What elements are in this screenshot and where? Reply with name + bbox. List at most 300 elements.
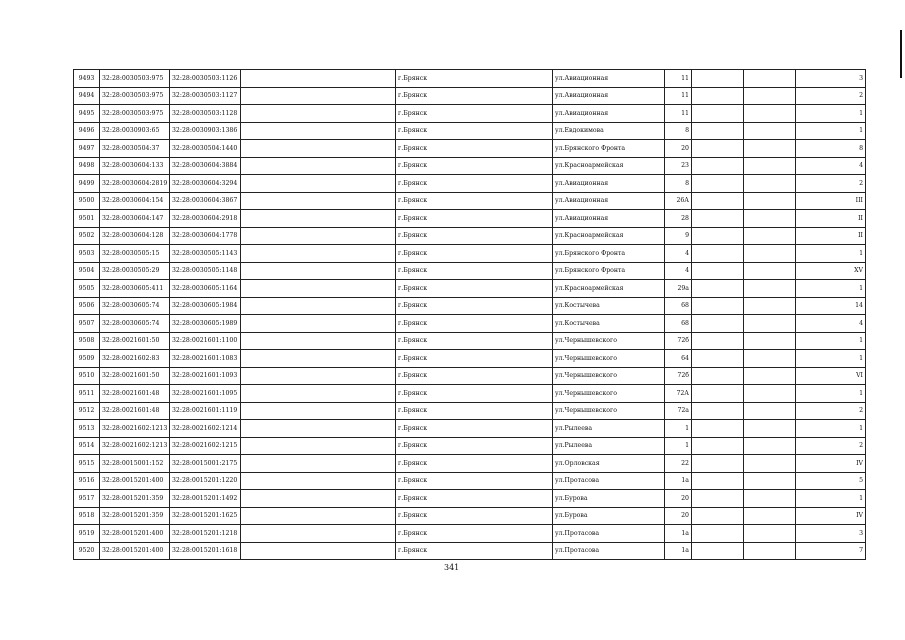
locality-cell: г.Брянск <box>396 455 553 473</box>
street-cell: ул.Чернышевского <box>553 367 665 385</box>
row-number-cell: 9507 <box>74 315 100 333</box>
premises-number-cell: 1 <box>796 490 866 508</box>
house-number-cell: 26А <box>665 192 692 210</box>
house-number-cell: 68 <box>665 315 692 333</box>
blank-column-cell <box>241 122 396 140</box>
cadastral-parcel-number-cell: 32:28:0015201:400 <box>100 525 170 543</box>
table-row <box>74 105 866 123</box>
blank-column-2-cell <box>692 350 744 368</box>
cadastral-object-number-cell: 32:28:0030605:1164 <box>170 280 241 298</box>
blank-column-cell <box>241 157 396 175</box>
house-number-cell: 23 <box>665 157 692 175</box>
blank-column-cell <box>241 192 396 210</box>
street-cell: ул.Красноармейская <box>553 280 665 298</box>
registry-table <box>73 69 866 560</box>
blank-column-cell <box>241 210 396 228</box>
premises-number-cell: 2 <box>796 402 866 420</box>
house-number-cell: 29а <box>665 280 692 298</box>
row-number-cell: 9505 <box>74 280 100 298</box>
row-number-cell: 9506 <box>74 297 100 315</box>
cadastral-object-number-cell: 32:28:0030503:1126 <box>170 70 241 88</box>
blank-column-3-cell <box>744 87 796 105</box>
row-number-cell: 9511 <box>74 385 100 403</box>
house-number-cell: 64 <box>665 350 692 368</box>
blank-column-cell <box>241 402 396 420</box>
locality-cell: г.Брянск <box>396 227 553 245</box>
blank-column-cell <box>241 245 396 263</box>
row-number-cell: 9515 <box>74 455 100 473</box>
premises-number-cell: 1 <box>796 420 866 438</box>
blank-column-2-cell <box>692 262 744 280</box>
premises-number-cell: 1 <box>796 385 866 403</box>
premises-number-cell: 1 <box>796 105 866 123</box>
cadastral-parcel-number-cell: 32:28:0030503:975 <box>100 70 170 88</box>
blank-column-3-cell <box>744 490 796 508</box>
locality-cell: г.Брянск <box>396 122 553 140</box>
cadastral-object-number-cell: 32:28:0021601:1100 <box>170 332 241 350</box>
blank-column-3-cell <box>744 122 796 140</box>
row-number-cell: 9514 <box>74 437 100 455</box>
premises-number-cell: III <box>796 192 866 210</box>
blank-column-cell <box>241 420 396 438</box>
cadastral-object-number-cell: 32:28:0030604:3867 <box>170 192 241 210</box>
blank-column-2-cell <box>692 542 744 560</box>
blank-column-3-cell <box>744 385 796 403</box>
blank-column-cell <box>241 490 396 508</box>
table-row <box>74 227 866 245</box>
table-row <box>74 210 866 228</box>
cadastral-parcel-number-cell: 32:28:0030604:147 <box>100 210 170 228</box>
premises-number-cell: IV <box>796 455 866 473</box>
blank-column-2-cell <box>692 70 744 88</box>
street-cell: ул.Чернышевского <box>553 332 665 350</box>
premises-number-cell: 7 <box>796 542 866 560</box>
page-number: 341 <box>444 563 460 572</box>
cadastral-object-number-cell: 32:28:0015201:1618 <box>170 542 241 560</box>
premises-number-cell: 1 <box>796 245 866 263</box>
cadastral-object-number-cell: 32:28:0021601:1083 <box>170 350 241 368</box>
blank-column-cell <box>241 472 396 490</box>
blank-column-2-cell <box>692 367 744 385</box>
house-number-cell: 72а <box>665 402 692 420</box>
cadastral-object-number-cell: 32:28:0030604:2918 <box>170 210 241 228</box>
locality-cell: г.Брянск <box>396 350 553 368</box>
table-row <box>74 437 866 455</box>
street-cell: ул.Чернышевского <box>553 402 665 420</box>
blank-column-2-cell <box>692 507 744 525</box>
locality-cell: г.Брянск <box>396 262 553 280</box>
cadastral-parcel-number-cell: 32:28:0015201:400 <box>100 542 170 560</box>
blank-column-3-cell <box>744 402 796 420</box>
blank-column-2-cell <box>692 87 744 105</box>
premises-number-cell: 8 <box>796 140 866 158</box>
house-number-cell: 11 <box>665 70 692 88</box>
cadastral-object-number-cell: 32:28:0030604:1778 <box>170 227 241 245</box>
row-number-cell: 9498 <box>74 157 100 175</box>
blank-column-3-cell <box>744 70 796 88</box>
blank-column-3-cell <box>744 437 796 455</box>
cadastral-object-number-cell: 32:28:0015201:1625 <box>170 507 241 525</box>
house-number-cell: 9 <box>665 227 692 245</box>
street-cell: ул.Чернышевского <box>553 350 665 368</box>
blank-column-2-cell <box>692 420 744 438</box>
street-cell: ул.Авиационная <box>553 70 665 88</box>
locality-cell: г.Брянск <box>396 402 553 420</box>
blank-column-cell <box>241 262 396 280</box>
house-number-cell: 22 <box>665 455 692 473</box>
premises-number-cell: XV <box>796 262 866 280</box>
cadastral-parcel-number-cell: 32:28:0030604:133 <box>100 157 170 175</box>
cadastral-parcel-number-cell: 32:28:0030604:154 <box>100 192 170 210</box>
blank-column-3-cell <box>744 227 796 245</box>
row-number-cell: 9496 <box>74 122 100 140</box>
house-number-cell: 1 <box>665 420 692 438</box>
street-cell: ул.Авиационная <box>553 105 665 123</box>
row-number-cell: 9509 <box>74 350 100 368</box>
street-cell: ул.Рылеева <box>553 437 665 455</box>
blank-column-3-cell <box>744 210 796 228</box>
table-row <box>74 525 866 543</box>
premises-number-cell: 1 <box>796 280 866 298</box>
table-row <box>74 280 866 298</box>
street-cell: ул.Чернышевского <box>553 385 665 403</box>
blank-column-3-cell <box>744 192 796 210</box>
cadastral-parcel-number-cell: 32:28:0015201:359 <box>100 507 170 525</box>
table-row <box>74 192 866 210</box>
table-row <box>74 402 866 420</box>
cadastral-parcel-number-cell: 32:28:0030903:65 <box>100 122 170 140</box>
blank-column-cell <box>241 175 396 193</box>
cadastral-object-number-cell: 32:28:0030605:1989 <box>170 315 241 333</box>
table-row <box>74 332 866 350</box>
premises-number-cell: IV <box>796 507 866 525</box>
blank-column-2-cell <box>692 122 744 140</box>
cadastral-object-number-cell: 32:28:0030504:1440 <box>170 140 241 158</box>
blank-column-cell <box>241 227 396 245</box>
table-row <box>74 507 866 525</box>
street-cell: ул.Костычева <box>553 297 665 315</box>
blank-column-cell <box>241 525 396 543</box>
blank-column-3-cell <box>744 175 796 193</box>
blank-column-2-cell <box>692 140 744 158</box>
house-number-cell: 1а <box>665 472 692 490</box>
cadastral-object-number-cell: 32:28:0030505:1148 <box>170 262 241 280</box>
table-row <box>74 420 866 438</box>
cadastral-object-number-cell: 32:28:0030503:1127 <box>170 87 241 105</box>
cadastral-parcel-number-cell: 32:28:0021601:50 <box>100 367 170 385</box>
cadastral-object-number-cell: 32:28:0030604:3294 <box>170 175 241 193</box>
table-row <box>74 262 866 280</box>
row-number-cell: 9510 <box>74 367 100 385</box>
blank-column-cell <box>241 297 396 315</box>
blank-column-cell <box>241 455 396 473</box>
blank-column-cell <box>241 437 396 455</box>
blank-column-3-cell <box>744 262 796 280</box>
house-number-cell: 11 <box>665 105 692 123</box>
cadastral-parcel-number-cell: 32:28:0021601:48 <box>100 402 170 420</box>
blank-column-cell <box>241 140 396 158</box>
street-cell: ул.Красноармейская <box>553 227 665 245</box>
cadastral-parcel-number-cell: 32:28:0021602:83 <box>100 350 170 368</box>
blank-column-3-cell <box>744 420 796 438</box>
blank-column-3-cell <box>744 472 796 490</box>
house-number-cell: 1а <box>665 542 692 560</box>
blank-column-2-cell <box>692 157 744 175</box>
street-cell: ул.Протасова <box>553 525 665 543</box>
blank-column-3-cell <box>744 332 796 350</box>
cadastral-object-number-cell: 32:28:0030505:1143 <box>170 245 241 263</box>
blank-column-2-cell <box>692 175 744 193</box>
locality-cell: г.Брянск <box>396 175 553 193</box>
premises-number-cell: 1 <box>796 332 866 350</box>
locality-cell: г.Брянск <box>396 192 553 210</box>
cadastral-object-number-cell: 32:28:0015201:1218 <box>170 525 241 543</box>
blank-column-cell <box>241 367 396 385</box>
blank-column-cell <box>241 350 396 368</box>
table-row <box>74 315 866 333</box>
street-cell: ул.Бурова <box>553 507 665 525</box>
table-row <box>74 87 866 105</box>
blank-column-3-cell <box>744 315 796 333</box>
house-number-cell: 8 <box>665 122 692 140</box>
table-row <box>74 297 866 315</box>
blank-column-2-cell <box>692 192 744 210</box>
street-cell: ул.Авиационная <box>553 210 665 228</box>
blank-column-3-cell <box>744 297 796 315</box>
cadastral-parcel-number-cell: 32:28:0015001:152 <box>100 455 170 473</box>
premises-number-cell: 1 <box>796 350 866 368</box>
table-row <box>74 122 866 140</box>
row-number-cell: 9495 <box>74 105 100 123</box>
cadastral-parcel-number-cell: 32:28:0030604:128 <box>100 227 170 245</box>
house-number-cell: 28 <box>665 210 692 228</box>
blank-column-cell <box>241 70 396 88</box>
premises-number-cell: 4 <box>796 157 866 175</box>
row-number-cell: 9493 <box>74 70 100 88</box>
cadastral-parcel-number-cell: 32:28:0030605:74 <box>100 315 170 333</box>
premises-number-cell: 5 <box>796 472 866 490</box>
blank-column-2-cell <box>692 455 744 473</box>
locality-cell: г.Брянск <box>396 385 553 403</box>
locality-cell: г.Брянск <box>396 70 553 88</box>
locality-cell: г.Брянск <box>396 542 553 560</box>
premises-number-cell: 2 <box>796 87 866 105</box>
blank-column-3-cell <box>744 542 796 560</box>
street-cell: ул.Евдокимова <box>553 122 665 140</box>
premises-number-cell: 2 <box>796 175 866 193</box>
locality-cell: г.Брянск <box>396 507 553 525</box>
cadastral-parcel-number-cell: 32:28:0021601:48 <box>100 385 170 403</box>
cadastral-object-number-cell: 32:28:0015201:1220 <box>170 472 241 490</box>
blank-column-3-cell <box>744 140 796 158</box>
locality-cell: г.Брянск <box>396 87 553 105</box>
table-row <box>74 490 866 508</box>
street-cell: ул.Авиационная <box>553 87 665 105</box>
row-number-cell: 9504 <box>74 262 100 280</box>
blank-column-2-cell <box>692 332 744 350</box>
cadastral-parcel-number-cell: 32:28:0015201:359 <box>100 490 170 508</box>
street-cell: ул.Рылеева <box>553 420 665 438</box>
house-number-cell: 72б <box>665 332 692 350</box>
house-number-cell: 4 <box>665 245 692 263</box>
row-number-cell: 9502 <box>74 227 100 245</box>
blank-column-3-cell <box>744 507 796 525</box>
row-number-cell: 9501 <box>74 210 100 228</box>
house-number-cell: 20 <box>665 490 692 508</box>
house-number-cell: 20 <box>665 507 692 525</box>
street-cell: ул.Брянского Фронта <box>553 245 665 263</box>
premises-number-cell: VI <box>796 367 866 385</box>
cadastral-object-number-cell: 32:28:0021602:1214 <box>170 420 241 438</box>
table-row <box>74 367 866 385</box>
premises-number-cell: 3 <box>796 70 866 88</box>
row-number-cell: 9503 <box>74 245 100 263</box>
row-number-cell: 9517 <box>74 490 100 508</box>
cadastral-parcel-number-cell: 32:28:0015201:400 <box>100 472 170 490</box>
table-row <box>74 157 866 175</box>
blank-column-2-cell <box>692 105 744 123</box>
cadastral-object-number-cell: 32:28:0021601:1093 <box>170 367 241 385</box>
row-number-cell: 9513 <box>74 420 100 438</box>
blank-column-2-cell <box>692 472 744 490</box>
premises-number-cell: 2 <box>796 437 866 455</box>
row-number-cell: 9494 <box>74 87 100 105</box>
locality-cell: г.Брянск <box>396 437 553 455</box>
cadastral-parcel-number-cell: 32:28:0021602:1213 <box>100 420 170 438</box>
street-cell: ул.Авиационная <box>553 192 665 210</box>
cadastral-parcel-number-cell: 32:28:0030605:411 <box>100 280 170 298</box>
blank-column-3-cell <box>744 105 796 123</box>
locality-cell: г.Брянск <box>396 140 553 158</box>
cadastral-object-number-cell: 32:28:0030604:3884 <box>170 157 241 175</box>
house-number-cell: 8 <box>665 175 692 193</box>
cadastral-parcel-number-cell: 32:28:0030604:2819 <box>100 175 170 193</box>
table-row <box>74 455 866 473</box>
table-row <box>74 472 866 490</box>
blank-column-cell <box>241 87 396 105</box>
street-cell: ул.Протасова <box>553 472 665 490</box>
blank-column-cell <box>241 315 396 333</box>
house-number-cell: 20 <box>665 140 692 158</box>
scan-edge-mark <box>900 30 902 78</box>
table-row <box>74 350 866 368</box>
blank-column-cell <box>241 105 396 123</box>
table-row <box>74 245 866 263</box>
table-row <box>74 70 866 88</box>
blank-column-3-cell <box>744 245 796 263</box>
premises-number-cell: 1 <box>796 122 866 140</box>
locality-cell: г.Брянск <box>396 157 553 175</box>
street-cell: ул.Брянского Фронта <box>553 140 665 158</box>
cadastral-object-number-cell: 32:28:0030503:1128 <box>170 105 241 123</box>
blank-column-2-cell <box>692 297 744 315</box>
row-number-cell: 9519 <box>74 525 100 543</box>
locality-cell: г.Брянск <box>396 332 553 350</box>
premises-number-cell: II <box>796 210 866 228</box>
blank-column-cell <box>241 385 396 403</box>
premises-number-cell: 14 <box>796 297 866 315</box>
row-number-cell: 9497 <box>74 140 100 158</box>
cadastral-parcel-number-cell: 32:28:0021602:1213 <box>100 437 170 455</box>
premises-number-cell: 3 <box>796 525 866 543</box>
blank-column-3-cell <box>744 525 796 543</box>
row-number-cell: 9500 <box>74 192 100 210</box>
house-number-cell: 68 <box>665 297 692 315</box>
cadastral-object-number-cell: 32:28:0021601:1119 <box>170 402 241 420</box>
table-row <box>74 140 866 158</box>
row-number-cell: 9516 <box>74 472 100 490</box>
cadastral-parcel-number-cell: 32:28:0021601:50 <box>100 332 170 350</box>
blank-column-3-cell <box>744 157 796 175</box>
house-number-cell: 1а <box>665 525 692 543</box>
blank-column-3-cell <box>744 280 796 298</box>
table-row <box>74 542 866 560</box>
blank-column-2-cell <box>692 525 744 543</box>
blank-column-2-cell <box>692 402 744 420</box>
street-cell: ул.Брянского Фронта <box>553 262 665 280</box>
street-cell: ул.Красноармейская <box>553 157 665 175</box>
cadastral-parcel-number-cell: 32:28:0030503:975 <box>100 105 170 123</box>
locality-cell: г.Брянск <box>396 280 553 298</box>
street-cell: ул.Протасова <box>553 542 665 560</box>
locality-cell: г.Брянск <box>396 297 553 315</box>
row-number-cell: 9518 <box>74 507 100 525</box>
locality-cell: г.Брянск <box>396 315 553 333</box>
cadastral-object-number-cell: 32:28:0030903:1386 <box>170 122 241 140</box>
cadastral-object-number-cell: 32:28:0015201:1492 <box>170 490 241 508</box>
street-cell: ул.Орловская <box>553 455 665 473</box>
row-number-cell: 9520 <box>74 542 100 560</box>
cadastral-parcel-number-cell: 32:28:0030503:975 <box>100 87 170 105</box>
locality-cell: г.Брянск <box>396 472 553 490</box>
blank-column-2-cell <box>692 227 744 245</box>
locality-cell: г.Брянск <box>396 367 553 385</box>
table-row <box>74 385 866 403</box>
locality-cell: г.Брянск <box>396 525 553 543</box>
premises-number-cell: 4 <box>796 315 866 333</box>
cadastral-parcel-number-cell: 32:28:0030504:37 <box>100 140 170 158</box>
cadastral-parcel-number-cell: 32:28:0030505:29 <box>100 262 170 280</box>
locality-cell: г.Брянск <box>396 420 553 438</box>
house-number-cell: 1 <box>665 437 692 455</box>
street-cell: ул.Бурова <box>553 490 665 508</box>
cadastral-parcel-number-cell: 32:28:0030605:74 <box>100 297 170 315</box>
cadastral-object-number-cell: 32:28:0015001:2175 <box>170 455 241 473</box>
cadastral-parcel-number-cell: 32:28:0030505:15 <box>100 245 170 263</box>
house-number-cell: 4 <box>665 262 692 280</box>
locality-cell: г.Брянск <box>396 245 553 263</box>
street-cell: ул.Костычева <box>553 315 665 333</box>
blank-column-3-cell <box>744 367 796 385</box>
blank-column-cell <box>241 542 396 560</box>
cadastral-object-number-cell: 32:28:0021602:1215 <box>170 437 241 455</box>
blank-column-cell <box>241 332 396 350</box>
table-row <box>74 175 866 193</box>
premises-number-cell: II <box>796 227 866 245</box>
blank-column-2-cell <box>692 210 744 228</box>
row-number-cell: 9512 <box>74 402 100 420</box>
locality-cell: г.Брянск <box>396 210 553 228</box>
blank-column-2-cell <box>692 437 744 455</box>
table-body <box>74 70 866 560</box>
blank-column-2-cell <box>692 490 744 508</box>
house-number-cell: 72А <box>665 385 692 403</box>
row-number-cell: 9508 <box>74 332 100 350</box>
row-number-cell: 9499 <box>74 175 100 193</box>
locality-cell: г.Брянск <box>396 490 553 508</box>
house-number-cell: 11 <box>665 87 692 105</box>
blank-column-cell <box>241 507 396 525</box>
